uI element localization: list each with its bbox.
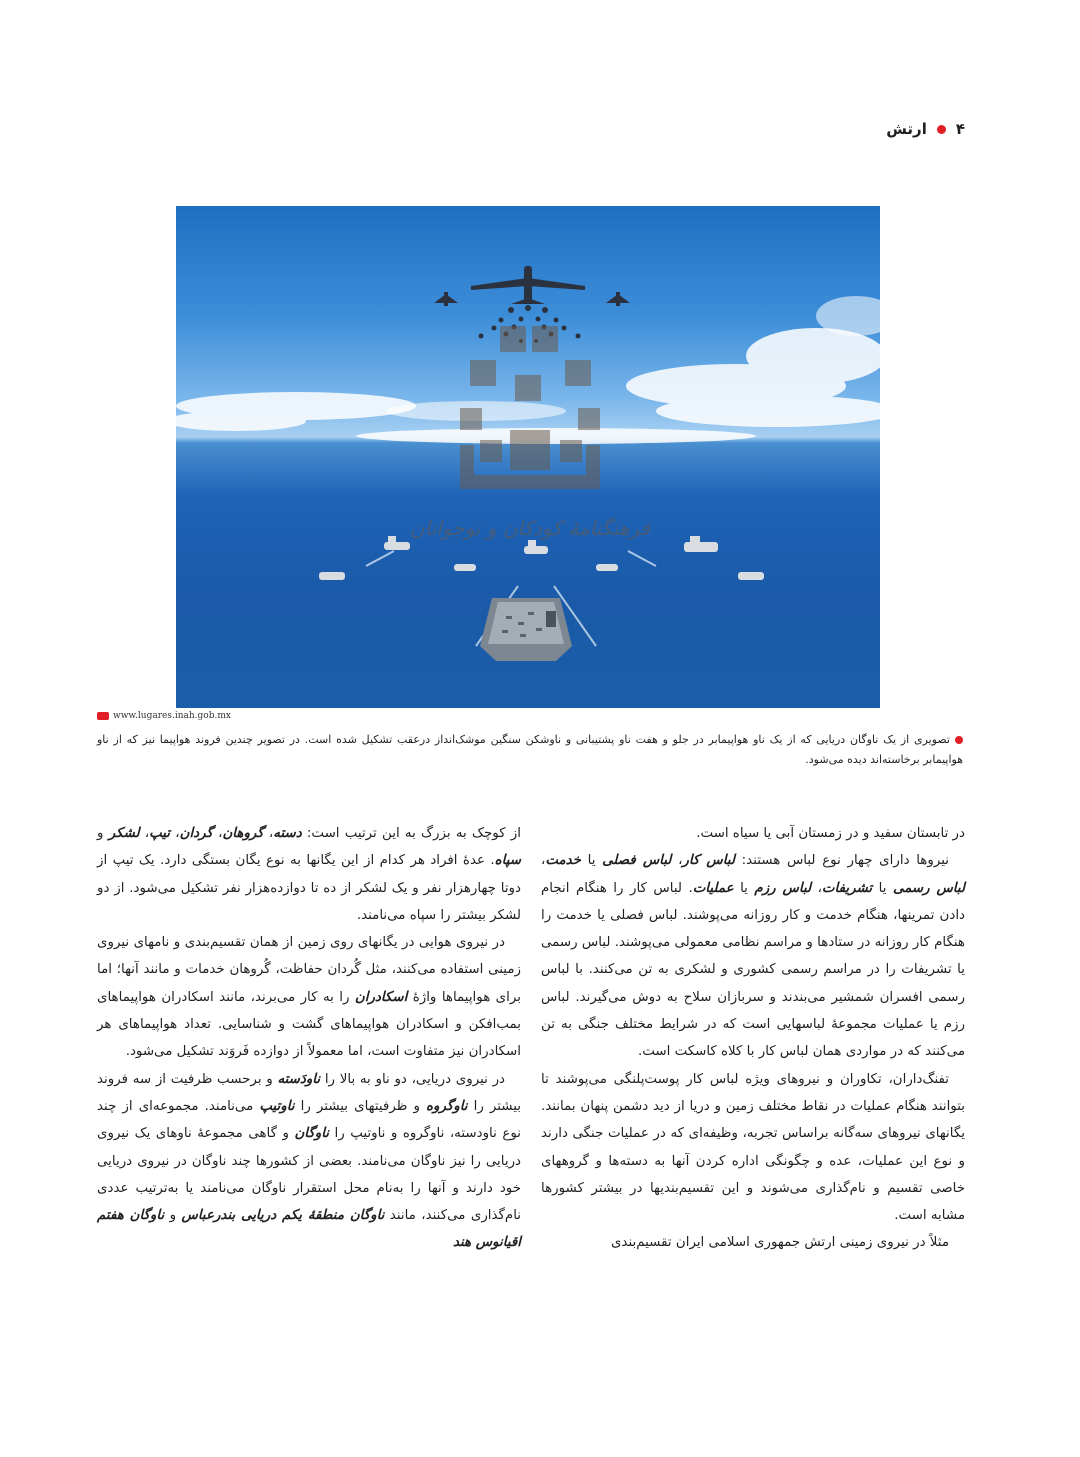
paragraph-text: تفنگ‌داران، تکاوران و نیروهای ویژه لباس کار پوست‌پلنگی می‌پوشند تا بتوانند هنگام عملیات در نقاط مختلف زمین و دریا از دید دشمن پنهان بمانند. یگانهای نیروهای سه‌گانه براساس تجربه، وظیفه‌ای که در عملیات جنگی دارند و نوع این عملیات، عده و چگونگی اداره کردن آنها به دسته‌ها و گروههای خاصی تقسیم و نام‌گذاری می‌شوند و این تقسیم‌بندیها در بیشتر کشورها مشابه است. (541, 1071, 965, 1224)
image-caption (97, 730, 963, 770)
term-highlight: ناودَسته (277, 1071, 321, 1087)
term-highlight: گروهان (222, 826, 264, 841)
term-highlight: عملیات (692, 880, 734, 896)
term-highlight: خدمت (545, 853, 581, 869)
paragraph-text: . عدهٔ افراد هر کدام از این یگانها به نوع یگان بستگی دارد. یک تیپ از دوتا چهارهزار نفر و یک لشکر از ده تا دوازده‌هزار نفر تشکیل می‌شود. از دو لشکر بیشتر را سپاه می‌نامند. (97, 853, 521, 923)
term-highlight: لباس رسمی (892, 880, 965, 896)
paragraph-text: ، (139, 826, 150, 841)
paragraph-text: ، (170, 826, 180, 841)
paragraph (97, 820, 521, 929)
paragraph-text: در نیروی هوایی در یگانهای روی زمین از همان تقسیم‌بندی و نامهای نیروی زمینی استفاده می‌کنند، مثل گُردان حفاظت، گُروهان خدمات و مانند آنها؛ اما برای هواپیماها واژهٔ (97, 935, 521, 1005)
paragraph (541, 1066, 965, 1230)
paragraph-text: در نیروی دریایی، دو ناو به بالا را (320, 1071, 505, 1087)
term-highlight: لباس فصلی (602, 853, 672, 869)
caption-text: تصویری از یک ناوگان دریایی که از یک ناو هواپیمابر در جلو و هفت ناو پشتیبانی و ناوشکن سنگین موشک‌انداز درعقب تشکیل شده است. در تصویر چندین فروند هواپیما نیز که از ناو هواپیمابر برخاسته‌اند دیده می‌شود. (97, 733, 963, 766)
paragraph-text: و (164, 1208, 182, 1224)
paragraph-text: ، (671, 853, 683, 869)
term-highlight: دسته (273, 826, 302, 841)
term-highlight: ناوگروه (426, 1098, 468, 1114)
paragraph-text: ، (263, 826, 274, 841)
left-column (97, 820, 521, 1257)
page-number: ۴ (955, 120, 965, 138)
watermark-text: فرهنگنامهٔ کودکان و نوجوانان (409, 516, 651, 540)
paragraph-text: مثلاً در نیروی زمینی ارتش جمهوری اسلامی ایران تقسیم‌بندی (610, 1235, 949, 1251)
term-highlight: تیپ (149, 826, 171, 841)
paragraph-text: یا (733, 880, 755, 896)
paragraph-text: و (97, 826, 109, 841)
paragraph-text: نیروها دارای چهار نوع لباس هستند: (734, 853, 949, 869)
source-url: www.lugares.inah.gob.mx (113, 711, 231, 721)
chapter-title: ارتش (886, 120, 927, 138)
term-highlight: لشکر (108, 826, 140, 841)
paragraph-text: را به کار می‌برند، مانند اسکادران هواپیماهای بمب‌افکن و اسکادران هواپیماهای گشت و شناسایی. تعداد هواپیماهای هر اسکادران نیز متفاوت است، اما معمولاً از دوازده فَروَند تشکیل می‌شود. (97, 989, 521, 1060)
paragraph-text: و ظرفیتهای بیشتر را (294, 1098, 426, 1114)
term-highlight: ناوتیپ (259, 1098, 295, 1114)
paragraph (541, 820, 965, 847)
paragraph (97, 1066, 521, 1257)
term-highlight: لباس کار (682, 853, 735, 869)
right-column (541, 820, 965, 1257)
term-highlight: لباس رزم (754, 880, 812, 896)
paragraph-text: و گاهی مجموعهٔ ناوهای یک نیروی دریایی را نیز ناوگان می‌نامند. بعضی از کشورها چند ناوگان در نیروی دریایی خود دارند و آنها را به‌نام محل استقرار ناوگان می‌نامند یا به‌ترتیب عددی نام‌گذاری می‌کنند، مانند (97, 1126, 522, 1224)
paragraph-text: از کوچک به بزرگ به این ترتیب است: (301, 826, 521, 841)
term-highlight: سپاه (494, 853, 521, 869)
term-highlight: گردان (179, 826, 213, 841)
term-highlight: تشریفات (821, 880, 873, 896)
paragraph-text: یا (872, 880, 893, 896)
paragraph-text: ، (212, 826, 223, 841)
term-highlight: ناوگان منطقهٔ یکم دریایی بندرعباس (181, 1208, 385, 1224)
red-bullet-icon (955, 736, 963, 744)
image-source (97, 711, 231, 721)
term-highlight: اسکادران (354, 989, 408, 1005)
paragraph-text: می‌نامند. مجموعه‌ای از چند نوع ناودسته، ناوگروه و ناوتیپ را (97, 1098, 521, 1142)
paragraph (97, 929, 521, 1065)
page-header (886, 120, 965, 138)
term-highlight: ناوگان (294, 1126, 330, 1142)
term-highlight: ناوگان هفتم اقیانوس هند (97, 1208, 521, 1251)
paragraph-text: ، (811, 880, 822, 896)
fleet-photo (176, 206, 880, 708)
paragraph (541, 1229, 965, 1256)
paragraph-text: . لباس کار را هنگام انجام دادن تمرینها، هنگام خدمت و کار روزانه می‌پوشند. لباس فصلی یا خدمت را هنگام کار روزانه در ستادها و مراسم نظامی معمولی می‌پوشند. لباس رسمی یا تشریفات را در مراسم رسمی کشوری و لشکری به تن می‌کنند. با لباس رسمی افسران شمشیر می‌بندند و سربازان سلاح به دوش می‌گیرند. لباس رزم یا عملیات مجموعهٔ لباسهایی است که در شرایط مختلف جنگی به تن می‌کنند که در مواردی همان لباس کار با کلاه کاسکت است. (541, 880, 965, 1060)
paragraph-text: در تابستان سفید و در زمستان آبی یا سیاه است. (696, 826, 965, 841)
paragraph-text: یا (580, 853, 603, 869)
red-dot-icon (937, 125, 946, 134)
paragraph-text: و برحسب ظرفیت از سه فروند بیشتر را (97, 1071, 522, 1114)
paragraph (541, 847, 965, 1065)
source-icon (97, 712, 109, 720)
paragraph-text: ، (541, 853, 546, 869)
